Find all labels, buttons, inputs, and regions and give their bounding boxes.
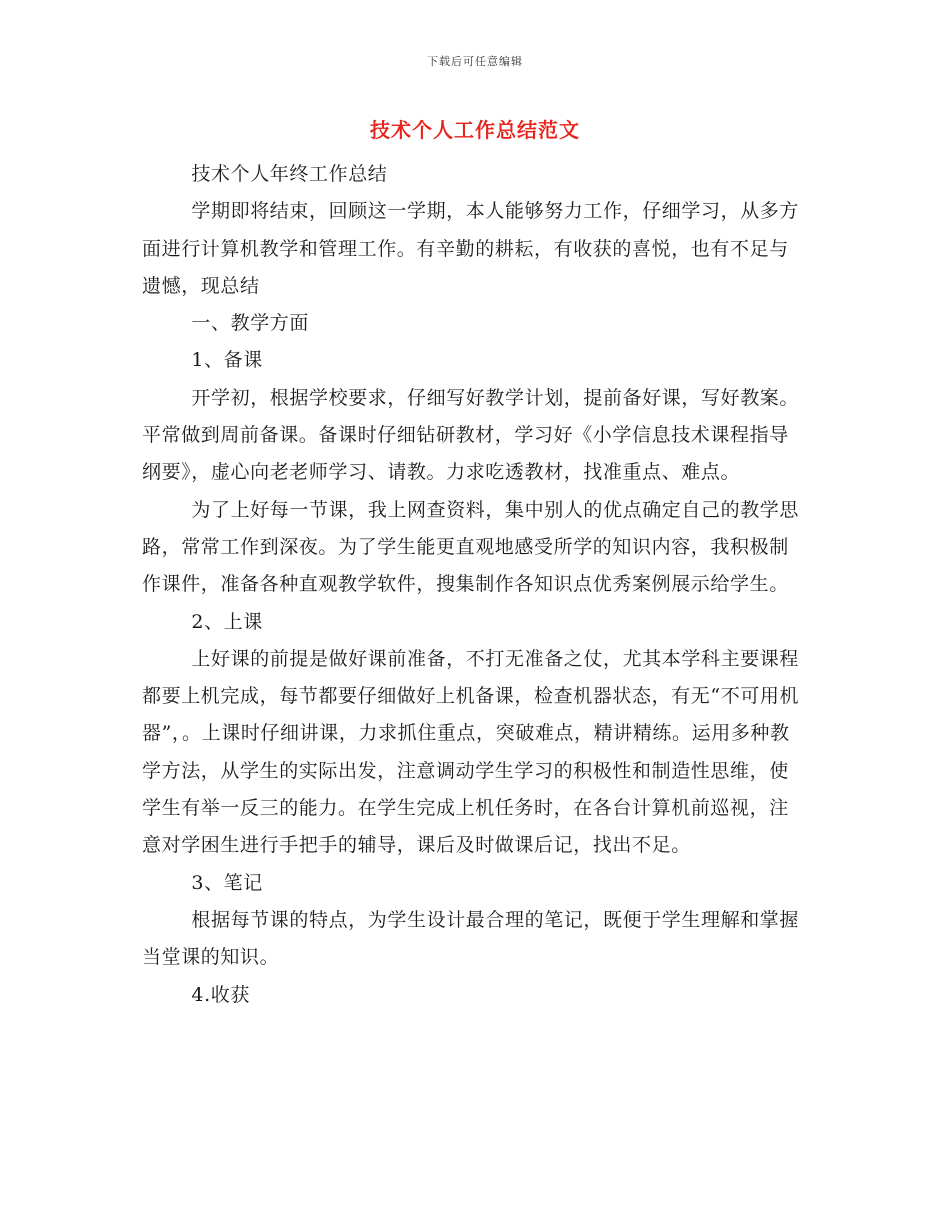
lesson-prep-paragraph-2: 为了上好每一节课，我上网查资料，集中别人的优点确定自己的教学思路，常常工作到深夜。为了学生能更直观地感受所学的知识内容，我积极制作课件，准备各种直观教学软件，搜集制作各知识点优秀案例展示给学生。 (142, 498, 799, 596)
subtitle-paragraph: 技术个人年终工作总结 (191, 163, 388, 185)
subheading-notes: 3、笔记 (191, 871, 263, 894)
subheading-class: 2、上课 (191, 610, 263, 633)
document-body (142, 156, 806, 1014)
class-paragraph: 上好课的前提是做好课前准备，不打无准备之仗，尤其本学科主要课程都要上机完成，每节都要仔细做好上机备课，检查机器状态，有无“不可用机器”，。上课时仔细讲课，力求抓住重点，突破难点，精讲精练。运用多种教学方法，从学生的实际出发，注意调动学生学习的积极性和制造性思维，使学生有举一反三的能力。在学生完成上机任务时，在各台计算机前巡视，注意对学困生进行手把手的辅导，课后及时做课后记，找出不足。 (142, 647, 800, 857)
notes-paragraph: 根据每节课的特点，为学生设计最合理的笔记，既便于学生理解和掌握当堂课的知识。 (142, 908, 799, 969)
header-note: 下载后可任意编辑 (427, 55, 523, 68)
subheading-harvest: 4.收获 (191, 983, 250, 1006)
section-heading-teaching: 一、教学方面 (191, 312, 309, 335)
lesson-prep-paragraph: 开学初，根据学校要求，仔细写好教学计划，提前备好课，写好教案。平常做到周前备课。备课时仔细钻研教材，学习好《小学信息技术课程指导纲要》，虚心向老老师学习、请教。力求吃透教材，找准重点、难点。 (142, 386, 799, 484)
intro-paragraph: 学期即将结束，回顾这一学期，本人能够努力工作，仔细学习，从多方面进行计算机教学和管理工作。有辛勤的耕耘，有收获的喜悦，也有不足与遗憾，现总结 (142, 200, 799, 297)
subheading-lesson-prep: 1、备课 (191, 349, 263, 372)
document-title: 技术个人工作总结范文 (370, 118, 580, 142)
